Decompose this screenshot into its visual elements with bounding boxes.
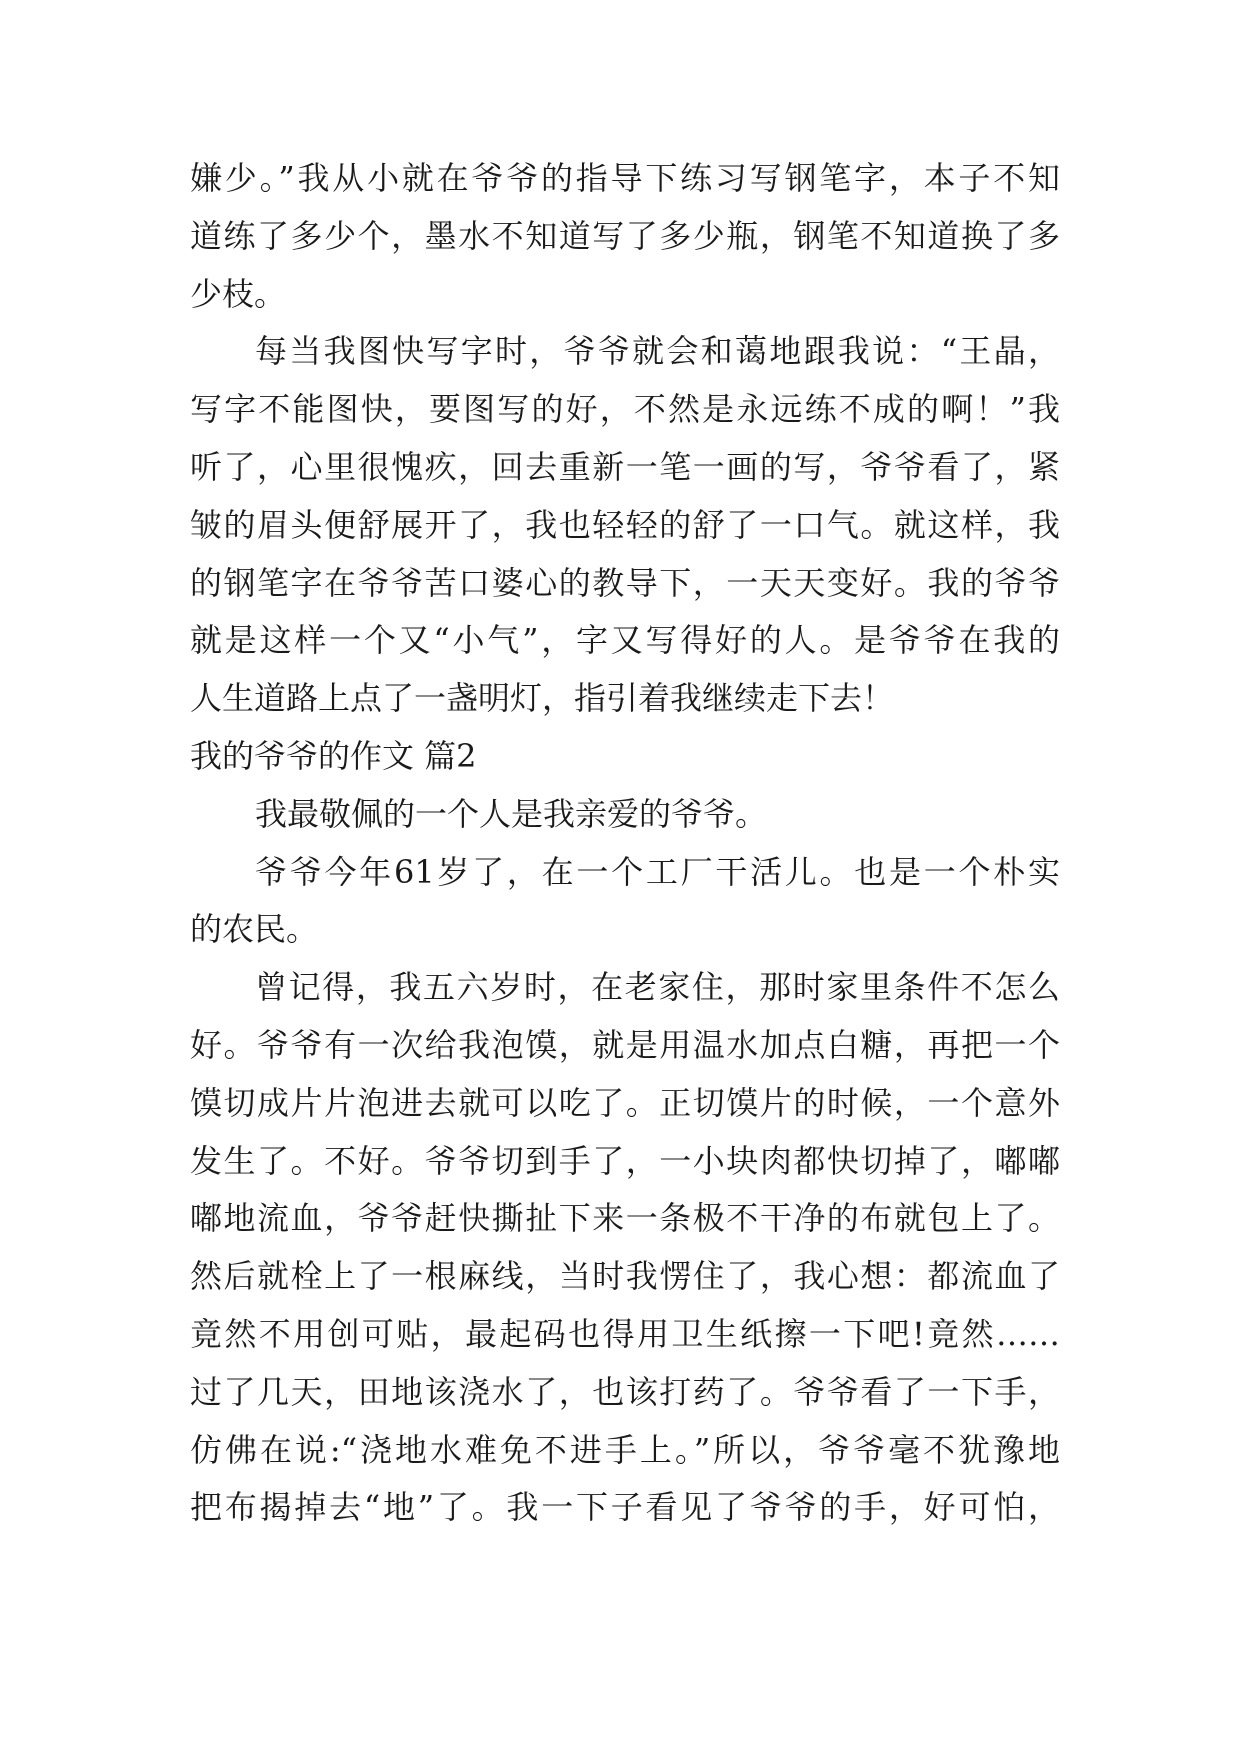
text-line: 的农民。 <box>190 910 319 949</box>
paragraph-start-line: 每当我图快写字时，爷爷就会和蔼地跟我说：“王晶， <box>255 332 1060 371</box>
paragraph-start-line: 爷爷今年61岁了，在一个工厂干活儿。也是一个朴实 <box>255 852 1060 891</box>
text-line: 皱的眉头便舒展开了，我也轻轻的舒了一口气。就这样，我 <box>190 505 1060 544</box>
text-line: 听了，心里很愧疚，回去重新一笔一画的写，爷爷看了，紧 <box>190 447 1060 486</box>
text-line: 竟然不用创可贴，最起码也得用卫生纸擦一下吧!竟然…… <box>190 1314 1060 1353</box>
text-line: 好。爷爷有一次给我泡馍，就是用温水加点白糖，再把一个 <box>190 1025 1060 1064</box>
text-line: 少枝。 <box>190 274 287 313</box>
paragraph-start-line: 我最敬佩的一个人是我亲爱的爷爷。 <box>255 794 768 833</box>
article-body <box>190 150 1060 1537</box>
section-heading: 我的爷爷的作文 篇2 <box>190 736 477 775</box>
text-line: 嘟地流血，爷爷赶快撕扯下来一条极不干净的布就包上了。 <box>190 1199 1060 1238</box>
text-line: 就是这样一个又“小气”，字又写得好的人。是爷爷在我的 <box>190 621 1060 660</box>
text-line: 过了几天，田地该浇水了，也该打药了。爷爷看了一下手， <box>190 1372 1060 1411</box>
text-line: 写字不能图快，要图写的好，不然是永远练不成的啊！”我 <box>190 390 1060 429</box>
text-line: 仿佛在说:“浇地水难免不进手上。”所以，爷爷毫不犹豫地 <box>190 1430 1060 1469</box>
text-line: 嫌少。”我从小就在爷爷的指导下练习写钢笔字，本子不知 <box>190 159 1060 197</box>
text-line: 馍切成片片泡进去就可以吃了。正切馍片的时候，一个意外 <box>190 1083 1060 1122</box>
text-line: 发生了。不好。爷爷切到手了，一小块肉都快切掉了，嘟嘟 <box>190 1141 1060 1180</box>
text-line: 把布揭掉去“地”了。我一下子看见了爷爷的手，好可怕， <box>190 1488 1060 1527</box>
text-line: 道练了多少个，墨水不知道写了多少瓶，钢笔不知道换了多 <box>190 216 1060 255</box>
text-line: 人生道路上点了一盏明灯，指引着我继续走下去！ <box>190 679 895 718</box>
text-line: 然后就栓上了一根麻线，当时我愣住了，我心想：都流血了 <box>190 1257 1060 1296</box>
paragraph-start-line: 曾记得，我五六岁时，在老家住，那时家里条件不怎么 <box>255 968 1060 1007</box>
text-line: 的钢笔字在爷爷苦口婆心的教导下，一天天变好。我的爷爷 <box>190 563 1060 602</box>
